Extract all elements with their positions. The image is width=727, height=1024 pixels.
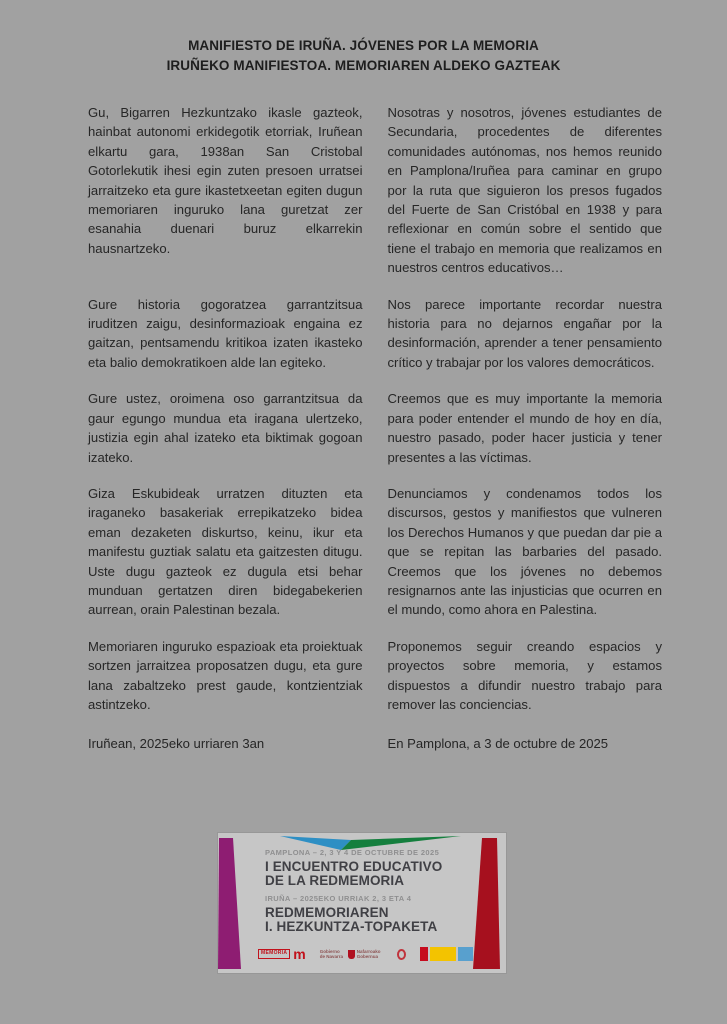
- paragraph-eu-3: Gure ustez, oroimena oso garrantzitsua da gaur egungo mundua eta iragana ulertzeko, justizia egin ahal izateko eta biktimak gogoan izateko.: [88, 391, 363, 465]
- paragraph-es-1: Nosotras y nosotros, jóvenes estudiantes de Secundaria, procedentes de diferentes comunidades autónomas, nos hemos reunido en Pamplona/Iruñea para caminar en grupo por la ruta que siguieron los presos fugados del Fuerte de San Cristóbal en 1938 y para reflexionar en común sobre el sentido que tiene el trabajo en memoria que realizamos en nuestros centros educativos…: [387, 105, 662, 276]
- paragraph-es-4: Denunciamos y condenamos todos los discursos, gestos y manifiestos que vulneren los Derechos Humanos y que puedan dar pie a que se repitan las barbaries del pasado. Creemos que los jóvenes no debemos resignarnos ante las injusticias que ocurren en el mundo, como ahora en Palestina.: [387, 485, 662, 618]
- banner-date-es: PAMPLONA – 2, 3 Y 4 DE OCTUBRE DE 2025: [265, 848, 440, 857]
- manifesto-body: [88, 103, 662, 754]
- date-line-es: En Pamplona, a 3 de octubre de 2025: [387, 736, 609, 752]
- banner-logos: [258, 945, 473, 963]
- page-title-es: MANIFIESTO DE IRUÑA. JÓVENES POR LA MEMORIA: [188, 38, 539, 53]
- date-line-eu: Iruñean, 2025eko urriaren 3an: [88, 736, 265, 752]
- gobierno-navarra-logo: [320, 949, 383, 959]
- redmemoria-logo: [258, 948, 306, 960]
- purple-strip: [218, 838, 241, 969]
- spain-flag-yellow-block: [430, 947, 456, 961]
- banner-title-es-line2: DE LA REDMEMORIA: [265, 872, 405, 888]
- memoria-m-icon: m: [293, 946, 306, 962]
- spain-blue-block: [458, 947, 473, 961]
- page-title: [0, 0, 727, 76]
- spain-government-logo: [420, 947, 473, 961]
- memoria-wordmark: MEMORIA: [258, 949, 290, 959]
- paragraph-eu-1: Gu, Bigarren Hezkuntzako ikasle gazteok, hainbat autonomi erkidegotik etorriak, Iruñean elkartu gara, 1938an San Cristobal Gotorlekutik ihesi egin zuten presoen urratsei jarraitzeko eta gure ikastetxeetan egiten dugun memoriaren inguruko lana guretzat zer esanahia duenari buruz elkarrekin hausnartzeko.: [88, 105, 363, 256]
- banner-title-es-line1: I ENCUENTRO EDUCATIVO: [265, 859, 443, 874]
- paragraph-eu-5: Memoriaren inguruko espazioak eta proiektuak sortzen jarraitzea proposatzen dugu, eta gure lana zabaltzeko prest gaude, kontzientziak astintzeko.: [88, 638, 363, 712]
- banner-text: [265, 848, 465, 933]
- banner-title-eu-line1: REDMEMORIAREN: [265, 905, 389, 920]
- paragraph-es-3: Creemos que es muy importante la memoria para poder entender el mundo de hoy en día, nuestro pasado, poder hacer justicia y tener presentes a las víctimas.: [387, 391, 662, 465]
- red-strip: [473, 838, 500, 969]
- banner-date-eu: IRUÑA – 2025EKO URRIAK 2, 3 ETA 4: [265, 894, 412, 903]
- banner-title-eu-line2: I. HEZKUNTZA-TOPAKETA: [265, 918, 438, 934]
- navarra-shield-icon: [348, 950, 355, 959]
- page-title-eu: IRUÑEKO MANIFIESTOA. MEMORIAREN ALDEKO GAZTEAK: [166, 58, 561, 73]
- event-banner: [218, 833, 506, 973]
- paragraph-eu-2: Gure historia gogoratzea garrantzitsua iruditzen zaigu, desinformazioak engaina ez gaitzan, pentsamendu kritikoa izaten ikasteko eta balio demokratikoen alde lan egiteko.: [88, 296, 363, 370]
- paragraph-eu-4: Giza Eskubideak urratzen dituzten eta iraganeko basakeriak errepikatzeko bidea eman dezaketen diskurtso, keinu, ikur eta manifestu guztiak salatu eta gaitzesten ditugu. Uste dugu gazteok ez dugula etsi behar munduan gertatzen diren bidegabekerien aurrean, orain Palestinan bezala.: [88, 485, 363, 618]
- round-emblem-icon: [397, 949, 406, 960]
- paragraph-es-5: Proponemos seguir creando espacios y proyectos sobre memoria, y estamos dispuestos a difundir nuestro trabajo para remover las conciencias.: [387, 638, 662, 712]
- navarra-label-es: Gobierno de Navarra: [319, 949, 343, 959]
- navarra-label-eu: Nafarroako Gobernua: [356, 949, 381, 959]
- spain-flag-red-block: [420, 947, 428, 961]
- paragraph-es-2: Nos parece importante recordar nuestra historia para no dejarnos engañar por la desinformación, aprender a tener pensamiento crítico y trabajar por los valores democráticos.: [387, 296, 662, 370]
